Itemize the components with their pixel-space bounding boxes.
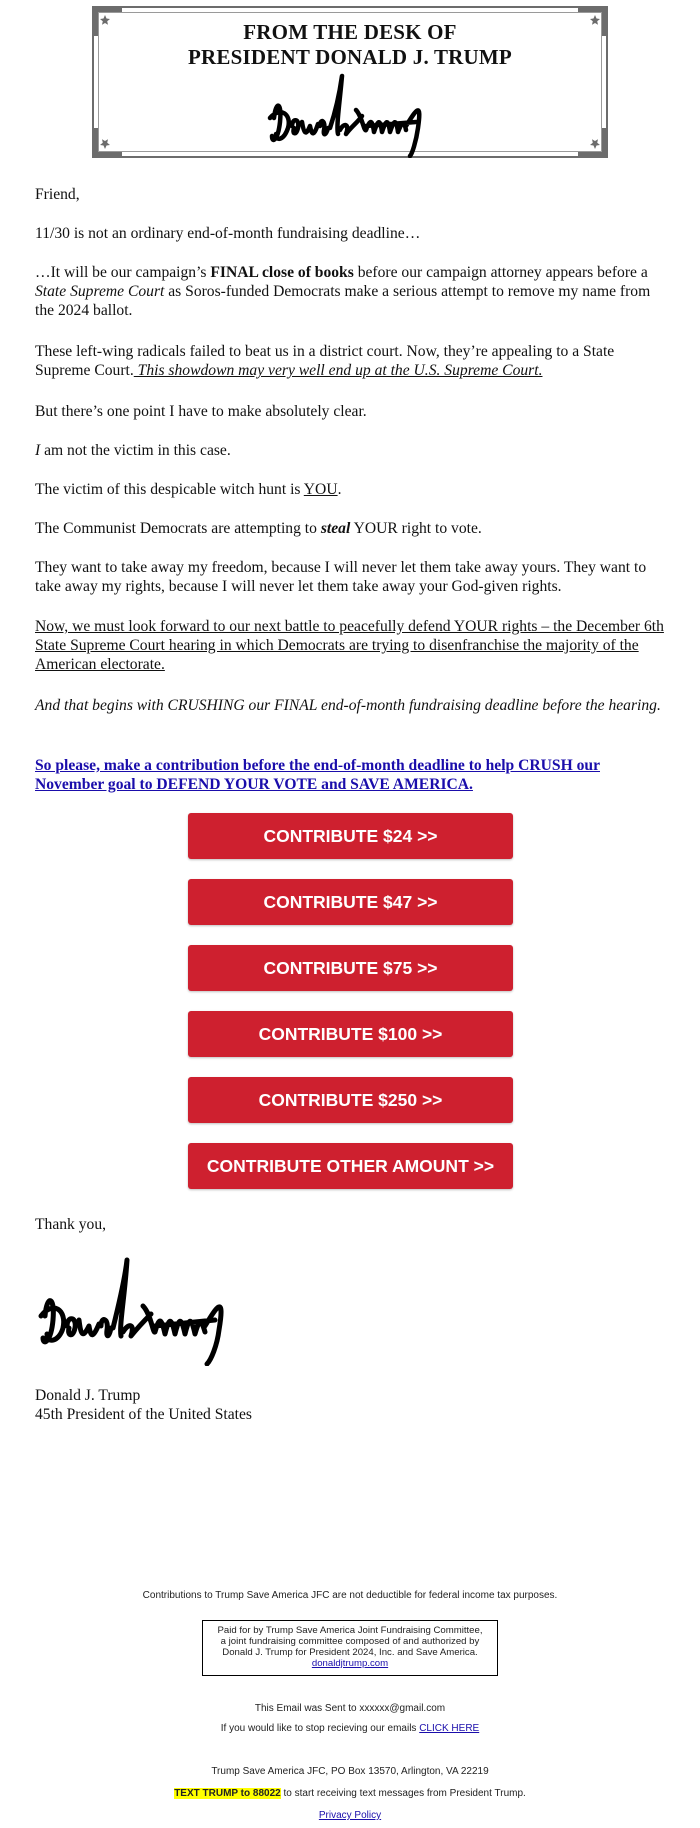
paid-line-2: a joint fundraising committee composed of and authorized by: [220, 1636, 480, 1647]
letterhead-line-2: PRESIDENT DONALD J. TRUMP: [188, 45, 512, 69]
underlined-text: YOU: [303, 481, 338, 498]
signature-image: [266, 70, 436, 158]
paragraph-deadline: 11/30 is not an ordinary end-of-month fundraising deadline…: [35, 225, 421, 242]
text-run: The victim of this despicable witch hunt is: [35, 481, 304, 498]
corner-star-icon: [92, 128, 122, 158]
text-run: am not the victim in this case.: [40, 442, 231, 459]
text-run: …It will be our campaign’s: [35, 264, 211, 281]
website-link[interactable]: donaldjtrump.com: [311, 1658, 389, 1669]
contribute-100-button[interactable]: CONTRIBUTE $100 >>: [188, 1011, 513, 1057]
paragraph-crushing: And that begins with CRUSHING our FINAL end-of-month fundraising deadline before the hearing.: [35, 697, 661, 714]
signer-block: [35, 1386, 252, 1424]
paragraph-freedom: They want to take away my freedom, because I will never let them take away yours. They want to take away my rights, because I will never let them take away your God-given rights.: [35, 559, 647, 595]
paragraph-steal-vote: [35, 519, 665, 538]
text-run: YOUR right to vote.: [350, 520, 482, 537]
contribute-cta-link[interactable]: So please, make a contribution before the end-of-month deadline to help CRUSH our November goal to DEFEND YOUR VOTE and SAVE AMERICA.: [35, 757, 600, 793]
signer-title: 45th President of the United States: [35, 1406, 252, 1423]
contribute-other-amount-button[interactable]: CONTRIBUTE OTHER AMOUNT >>: [188, 1143, 513, 1189]
text-signup-rest: to start receiving text messages from President Trump.: [280, 1788, 526, 1799]
underlined-italic-text: This showdown may very well end up at the U.S. Supreme Court.: [133, 362, 543, 379]
corner-star-icon: [578, 128, 608, 158]
text-signup-line: [0, 1788, 700, 1799]
unsubscribe-link[interactable]: CLICK HERE: [419, 1723, 480, 1734]
letterhead-line-1: FROM THE DESK OF: [243, 20, 457, 44]
bold-text: FINAL close of books: [210, 264, 354, 281]
paid-line-3: Donald J. Trump for President 2024, Inc. and Save America.: [222, 1647, 478, 1658]
contribute-75-button[interactable]: CONTRIBUTE $75 >>: [188, 945, 513, 991]
closing-thanks: Thank you,: [35, 1216, 107, 1233]
signature-image: [35, 1254, 235, 1366]
text-run: These left-wing radicals failed to beat us in a district court. Now, they’re appealing to a State Supreme Court.: [35, 343, 615, 379]
sent-to-text: This Email was Sent to xxxxxx@gmail.com: [254, 1703, 446, 1714]
text-run: .: [337, 481, 342, 498]
unsubscribe-text: If you would like to stop recieving our emails: [220, 1723, 420, 1734]
letterhead: [92, 6, 608, 158]
paragraph-victim-you: [35, 480, 665, 499]
paragraph-close-of-books: [35, 263, 665, 320]
paragraph-left-wing: [35, 342, 665, 380]
privacy-policy-link[interactable]: Privacy Policy: [318, 1810, 382, 1821]
paragraph-clear: But there’s one point I have to make absolutely clear.: [35, 403, 367, 420]
contribute-250-button[interactable]: CONTRIBUTE $250 >>: [188, 1077, 513, 1123]
contribute-24-button[interactable]: CONTRIBUTE $24 >>: [188, 813, 513, 859]
italic-text: State Supreme Court: [35, 283, 165, 300]
bold-italic-text: steal: [320, 520, 351, 537]
italic-text: I: [35, 442, 41, 459]
tax-disclaimer: Contributions to Trump Save America JFC are not deductible for federal income tax purposes.: [142, 1590, 558, 1601]
text-run: The Communist Democrats are attempting to: [35, 520, 321, 537]
text-run: before our campaign attorney appears before a: [353, 264, 648, 281]
contribute-47-button[interactable]: CONTRIBUTE $47 >>: [188, 879, 513, 925]
paragraph-next-battle: Now, we must look forward to our next battle to peacefully defend YOUR rights – the December 6th State Supreme Court hearing in which Democrats are trying to disenfranchise the majority of the American electorate.: [35, 618, 664, 673]
text-run: as Soros-funded Democrats make a serious attempt to remove my name from the 2024 ballot.: [35, 283, 651, 319]
signer-name: Donald J. Trump: [35, 1387, 141, 1404]
text-signup-highlight: TEXT TRUMP to 88022: [174, 1788, 281, 1799]
greeting: Friend,: [35, 186, 80, 203]
privacy-line: [0, 1810, 700, 1821]
mailing-address: Trump Save America JFC, PO Box 13570, Arlington, VA 22219: [211, 1766, 489, 1777]
unsubscribe-line: [0, 1723, 700, 1734]
paid-line-1: Paid for by Trump Save America Joint Fundraising Committee,: [217, 1625, 483, 1636]
paragraph-not-victim: [35, 441, 665, 460]
paid-for-box: [202, 1620, 498, 1676]
